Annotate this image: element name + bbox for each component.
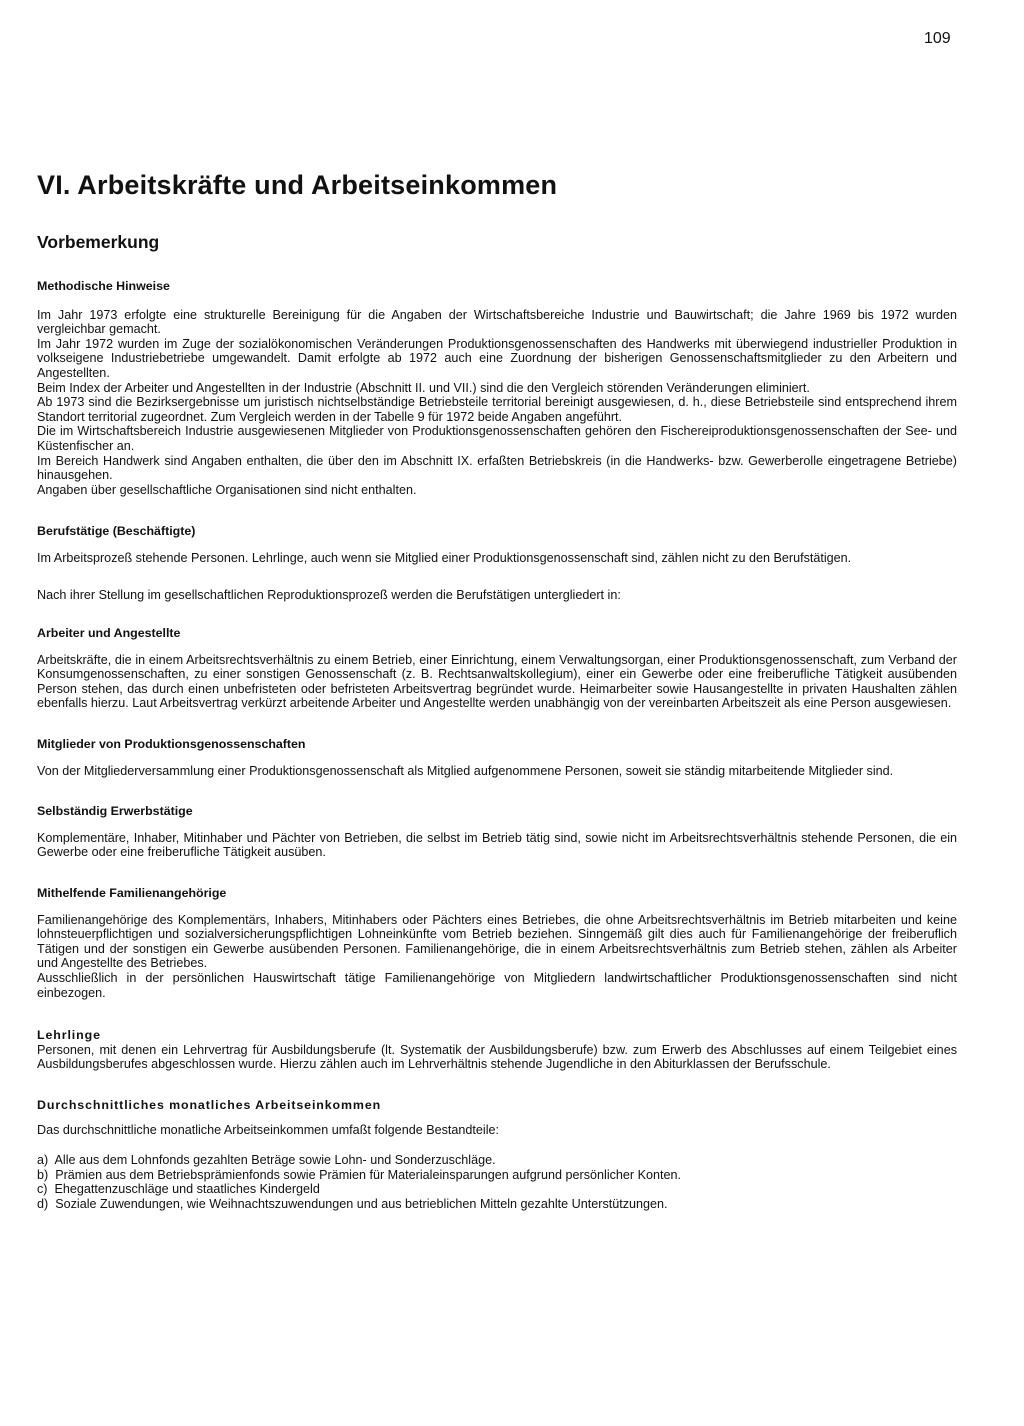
list-item: b) Prämien aus dem Betriebsprämienfonds sowie Prämien für Materialeinsparungen aufgrund persönlicher Konten. bbox=[37, 1167, 682, 1182]
section-heading: Durchschnittliches monatliches Arbeitseinkommen bbox=[37, 1097, 382, 1112]
paragraph: Angaben über gesellschaftliche Organisationen sind nicht enthalten. bbox=[37, 482, 417, 497]
paragraph: Im Jahr 1973 erfolgte eine strukturelle Bereinigung für die Angaben der Wirtschaftsbereiche Industrie und Bauwirtschaft; die Jahre 1969 bis 1972 wurden vergleichbar gemacht. bbox=[37, 307, 957, 337]
paragraph: Nach ihrer Stellung im gesellschaftlichen Reproduktionsprozeß werden die Berufstätigen untergliedert in: bbox=[37, 587, 621, 602]
section-heading: Berufstätige (Beschäftigte) bbox=[37, 524, 196, 539]
section-heading: Mithelfende Familienangehörige bbox=[37, 886, 227, 901]
list-item: c) Ehegattenzuschläge und staatliches Kindergeld bbox=[37, 1182, 320, 1197]
paragraph: Die im Wirtschaftsbereich Industrie ausgewiesenen Mitglieder von Produktionsgenossenschaften gehören den Fischereiproduktionsgenossenschaften der See- und Küstenfischer an. bbox=[37, 424, 957, 453]
paragraph: Im Bereich Handwerk sind Angaben enthalten, die über den im Abschnitt IX. erfaßten Betriebskreis (in die Handwerks- bzw. Gewerberolle eingetragene Betriebe) hinausgehen. bbox=[37, 453, 957, 483]
paragraph: Familienangehörige des Komplementärs, Inhabers, Mitinhabers oder Pächters eines Betriebes, die ohne Arbeitsrechtsverhältnis im Betrieb mitarbeiten und keine lohnsteuerpflichtigen und sozialversicherungspflichtigen Lohneinkünfte vom Betrieb beziehen. Sinngemäß gilt dies auch für Familienangehörige der freiberuflich Tätigen und der sonstigen ein Gewerbe ausübenden Personen. Familienangehörige, die in einem Arbeitsrechtsverhältnis zum Betrieb stehen, zählen als Arbeiter und Angestellte des Betriebes. bbox=[37, 912, 957, 971]
section-heading: Mitglieder von Produktionsgenossenschaften bbox=[37, 737, 306, 752]
section-arbeiter-angestellte bbox=[37, 626, 957, 711]
section-heading: Selbständig Erwerbstätige bbox=[37, 804, 193, 819]
paragraph: Personen, mit denen ein Lehrvertrag für Ausbildungsberufe (lt. Systematik der Ausbildungsberufe) bzw. zum Erwerb des Abschlusses auf einem Teilgebiet eines Ausbildungsberufes abgeschlossen wurde. Hierzu zählen auch im Lehrverhältnis stehende Jugendliche in den Abiturklassen der Berufsschule. bbox=[37, 1042, 957, 1072]
paragraph: Im Arbeitsprozeß stehende Personen. Lehrlinge, auch wenn sie Mitglied einer Produktionsgenossenschaft sind, zählen nicht zu den Berufstätigen. bbox=[37, 550, 852, 565]
section-methodische-hinweise bbox=[37, 279, 957, 497]
preface-title: Vorbemerkung bbox=[37, 232, 160, 252]
paragraph: Arbeitskräfte, die in einem Arbeitsrechtsverhältnis zu einem Betrieb, einer Einrichtung, einem Verwaltungsorgan, einer Produktionsgenossenschaft, zum Verband der Konsumgenossenschaften, zu einer sonstigen Genossenschaft (z. B. Rechtsanwaltskollegium), einer ein Gewerbe oder eine freiberufliche Tätigkeit ausübenden Person stehen, das durch einen unbefristeten oder befristeten Arbeitsvertrag begründet wurde. Heimarbeiter sowie Hausangestellte in privaten Haushalten zählen ebenfalls hierzu. Laut Arbeitsvertrag verkürzt arbeitende Arbeiter und Angestellte werden unabhängig von der vereinbarten Arbeitszeit als eine Person ausgewiesen. bbox=[37, 652, 957, 711]
list-item: a) Alle aus dem Lohnfonds gezahlten Beträge sowie Lohn- und Sonderzuschläge. bbox=[37, 1153, 496, 1168]
page-number: 109 bbox=[924, 30, 951, 47]
section-heading: Arbeiter und Angestellte bbox=[37, 626, 181, 641]
paragraph: Komplementäre, Inhaber, Mitinhaber und Pächter von Betrieben, die selbst im Betrieb tätig sind, sowie nicht im Arbeitsrechtsverhältnis stehende Personen, die ein Gewerbe oder eine freiberufliche Tätigkeit ausüben. bbox=[37, 830, 957, 860]
paragraph: Das durchschnittliche monatliche Arbeitseinkommen umfaßt folgende Bestandteile: bbox=[37, 1122, 500, 1137]
paragraph: Von der Mitgliederversammlung einer Produktionsgenossenschaft als Mitglied aufgenommene Personen, soweit sie ständig mitarbeitende Mitglieder sind. bbox=[37, 763, 894, 778]
section-mitglieder bbox=[37, 737, 957, 778]
section-mithelfende bbox=[37, 886, 957, 1000]
paragraph: Im Jahr 1972 wurden im Zuge der sozialökonomischen Veränderungen Produktionsgenossenschaften des Handwerks mit überwiegend industrieller Produktion in volkseigene Industriebetriebe umgewandelt. Damit erfolgte ab 1972 auch eine Zuordnung der bisherigen Genossenschaftsmitglieder zu den Arbeitern und Angestellten. bbox=[37, 336, 957, 380]
section-heading: Lehrlinge bbox=[37, 1028, 101, 1043]
section-arbeitseinkommen bbox=[37, 1098, 957, 1212]
section-berufstaetige bbox=[37, 524, 957, 602]
section-lehrlinge bbox=[37, 1028, 957, 1072]
paragraph: Ab 1973 sind die Bezirksergebnisse um juristisch nichtselbständige Betriebsteile territorial bereinigt ausgewiesen, d. h., diese Betriebsteile sind entsprechend ihrem Standort territorial zugeordnet. Zum Vergleich werden in der Tabelle 9 für 1972 beide Angaben angeführt. bbox=[37, 395, 957, 424]
list-item: d) Soziale Zuwendungen, wie Weihnachtszuwendungen und aus betrieblichen Mitteln gezahlte Unterstützungen. bbox=[37, 1196, 668, 1211]
paragraph: Ausschließlich in der persönlichen Hauswirtschaft tätige Familienangehörige von Mitgliedern landwirtschaftlicher Produktionsgenossenschaften sind nicht einbezogen. bbox=[37, 971, 957, 1000]
paragraph: Beim Index der Arbeiter und Angestellten in der Industrie (Abschnitt II. und VII.) sind die den Vergleich störenden Veränderungen eliminiert. bbox=[37, 380, 810, 395]
section-selbstaendig bbox=[37, 804, 957, 860]
chapter-title: VI. Arbeitskräfte und Arbeitseinkommen bbox=[37, 170, 558, 200]
section-heading: Methodische Hinweise bbox=[37, 279, 170, 293]
component-list bbox=[37, 1153, 957, 1211]
document-body bbox=[37, 279, 957, 1212]
